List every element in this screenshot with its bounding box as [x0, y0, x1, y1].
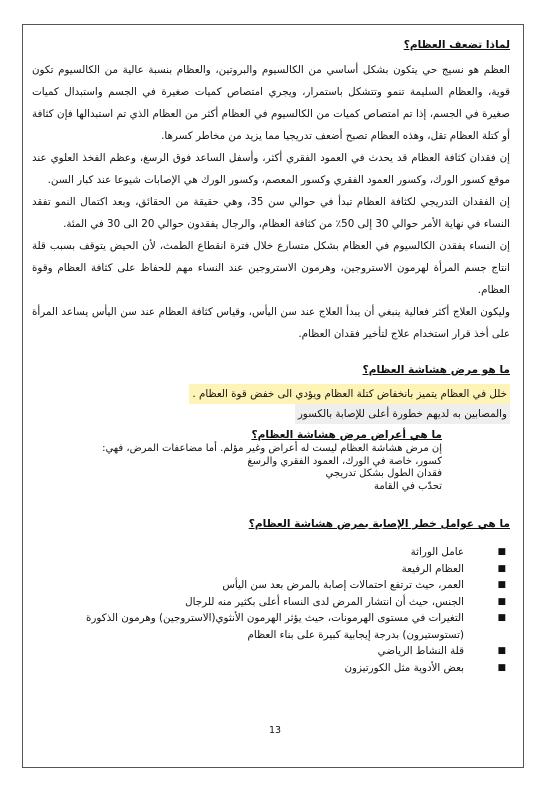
bullet-icon: ■	[497, 613, 506, 623]
section-title-what-is-osteoporosis: ما هو مرض هشاشة العظام؟	[362, 364, 510, 376]
symptom-line: تحدّب في القامة	[373, 480, 442, 492]
page-number: 13	[268, 725, 282, 736]
section-title-risk-factors: ما هي عوامل خطر الإصابة بمرض هشاشة العظام؟	[248, 518, 510, 530]
paragraph: وليكون العلاج أكثر فعالية ينبغي أن يبدأ العلاج عند سن اليأس، وقياس كثافة العظام عند سن اليأس يساعد المرأة على أخذ قرار استخدام علاج لتأخير فقدان العظام.	[32, 306, 510, 340]
bullet-icon: ■	[497, 563, 506, 574]
paragraph: إن النساء يفقدن الكالسيوم في العظام بشكل متسارع خلال فترة انقطاع الطمث، لأن الحيض يتوقف بسبب قلة انتاج جسم المرأة لهرمون الاستروجين، وهرمون الاستروجين عند النساء مهم للحفاظ على كثافة العظام وقوة العظام.	[32, 240, 510, 296]
bullet-icon: ■	[497, 580, 506, 590]
list-item: ■ العمر، حيث ترتفع احتمالات إصابة بالمرض بعد سن اليأس	[32, 577, 510, 594]
symptom-line: فقدان الطول بشكل تدريجي	[325, 468, 442, 479]
list-item: ■ الجنس، حيث أن انتشار المرض لدى النساء أعلى بكثير منه للرجال	[32, 594, 510, 611]
symptom-line: إن مرض هشاشة العظام ليست له أعراض وغير مؤلم. أما مضاعفات المرض، فهي:	[102, 443, 442, 454]
list-item: ■ بعض الأدوية مثل الكورتيزون	[32, 660, 510, 677]
document-body	[32, 38, 510, 676]
bullet-icon: ■	[497, 646, 506, 656]
paragraph: العظم هو نسيج حي يتكون بشكل أساسي من الكالسيوم والبروتين، والعظام بنسبة عالية من الكالسيوم تكون قوية، والعظام السليمة تنمو وتتشكل باستمرار، ويجري امتصاص كميات صغيرة في الجسم واستبدال كميات صغيرة في الجسم، إذا تم امتصاص كميات من الكالسيوم في العظام أكثر من العظام الذي تم استبدالها فإن كثافة أو كتلة العظام تقل، وهذه العظام تصبح أضعف تدريجيا مما يزيد من مخاطر كسرها.	[32, 64, 510, 142]
list-item: ■ عامل الوراثة	[32, 544, 510, 561]
definition-line: خلل في العظام يتميز بانخفاض كتلة العظام ويؤدي الى خفض قوة العظام .	[189, 384, 510, 404]
list-item: ■ التغيرات في مستوى الهرمونات، حيث يؤثر الهرمون الأنثوي(الاستروجين) وهرمون الذكورة (تستوستيرون) بدرجة إيجابية كبيرة على بناء العظام	[85, 612, 506, 641]
paragraph: إن فقدان كثافة العظام قد يحدث في العمود الفقري أكثر، وأسفل الساعد فوق الرسغ، وعظم الفخذ العلوي عند موقع كسور الورك، وكسور العمود الفقري وكسور المعصم، وكسور الورك هي الإصابات شيوعا عند كبار السن.	[32, 152, 510, 186]
risk-factor-list	[32, 544, 510, 676]
section-title-symptoms: ما هي أعراض مرض هشاشة العظام؟	[251, 429, 442, 441]
list-item: ■ قلة النشاط الرياضي	[32, 643, 510, 660]
symptom-line: كسور، خاصة في الورك، العمود الفقري والرسغ	[247, 455, 442, 467]
definition-line: والمصابين به لديهم خطورة أعلى للإصابة بالكسور	[295, 404, 510, 424]
paragraph: إن الفقدان التدريجي لكثافة العظام تبدأ في حوالي سن 35، وهي حقيقة من الحقائق، وبعد اكتمال النمو تفقد النساء في نهاية الأمر حوالي 30 إلى 50٪ من كثافة العظام، والرجال يفقدون حوالي 20 الى 30 في المئة.	[32, 196, 510, 230]
bullet-icon: ■	[497, 662, 506, 673]
section-title-why-bones-weaken: لماذا تضعف العظام؟	[403, 39, 510, 51]
bullet-icon: ■	[497, 596, 506, 607]
bullet-icon: ■	[497, 547, 506, 557]
list-item: ■ العظام الرفيعة	[32, 561, 510, 578]
